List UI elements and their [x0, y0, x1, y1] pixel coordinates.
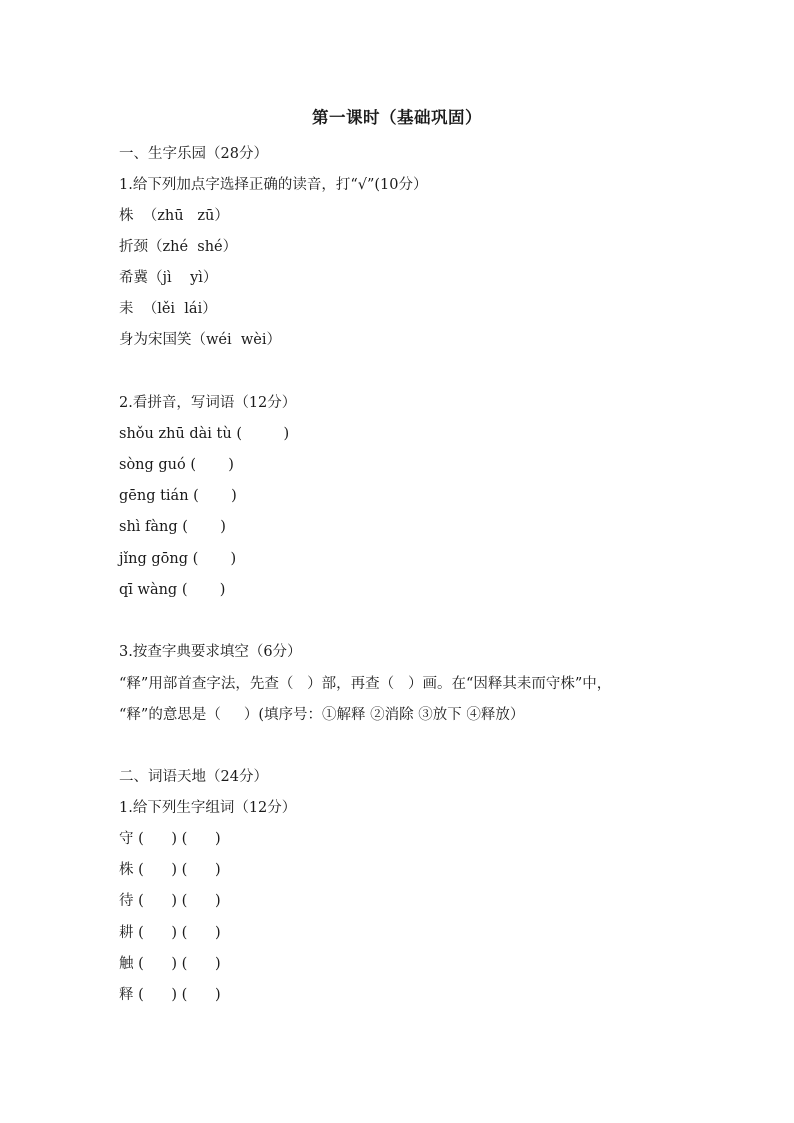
q2-item-3: gēng tián ( )	[119, 488, 237, 504]
s2-q1-item-3: 待 ( ) ( )	[119, 893, 221, 909]
q2-item-2: sòng guó ( )	[119, 457, 234, 473]
q2-item-6: qī wàng ( )	[119, 582, 226, 598]
q1-item-2: 折颈（zhé shé）	[119, 239, 238, 255]
q1-heading: 1.给下列加点字选择正确的读音，打“√”(10分）	[119, 177, 428, 193]
q1-item-3: 希冀（jì yì）	[119, 270, 218, 286]
s2-q1-item-1: 守 ( ) ( )	[119, 831, 221, 847]
q3-line-2: “释”的意思是（ ）(填序号：①解释 ②消除 ③放下 ④释放）	[119, 707, 525, 723]
q1-item-5: 身为宋国笑（wéi wèi）	[119, 332, 281, 348]
s2-q1-item-2: 株 ( ) ( )	[119, 862, 221, 878]
s2-q1-item-4: 耕 ( ) ( )	[119, 925, 221, 941]
q1-item-4: 耒 （lěi lái）	[119, 301, 217, 317]
q3-heading: 3.按查字典要求填空（6分）	[119, 644, 302, 660]
s2-q1-item-6: 释 ( ) ( )	[119, 987, 221, 1003]
section-1-heading: 一、生字乐园（28分）	[119, 146, 268, 162]
q2-item-5: jǐng gōng ( )	[119, 551, 237, 567]
section-2-heading: 二、词语天地（24分）	[119, 769, 268, 785]
q1-item-1: 株 （zhū zū）	[119, 208, 229, 224]
q3-line-1: “释”用部首查字法，先查（ ）部，再查（ ）画。在“因释其耒而守株”中，	[119, 676, 612, 692]
q2-heading: 2.看拼音，写词语（12分）	[119, 395, 297, 411]
q2-item-1: shǒu zhū dài tù ( )	[119, 426, 290, 442]
page-title: 第一课时（基础巩固）	[312, 108, 482, 127]
s2-q1-item-5: 触 ( ) ( )	[119, 956, 221, 972]
s2-q1-heading: 1.给下列生字组词（12分）	[119, 800, 297, 816]
q2-item-4: shì fàng ( )	[119, 519, 226, 535]
